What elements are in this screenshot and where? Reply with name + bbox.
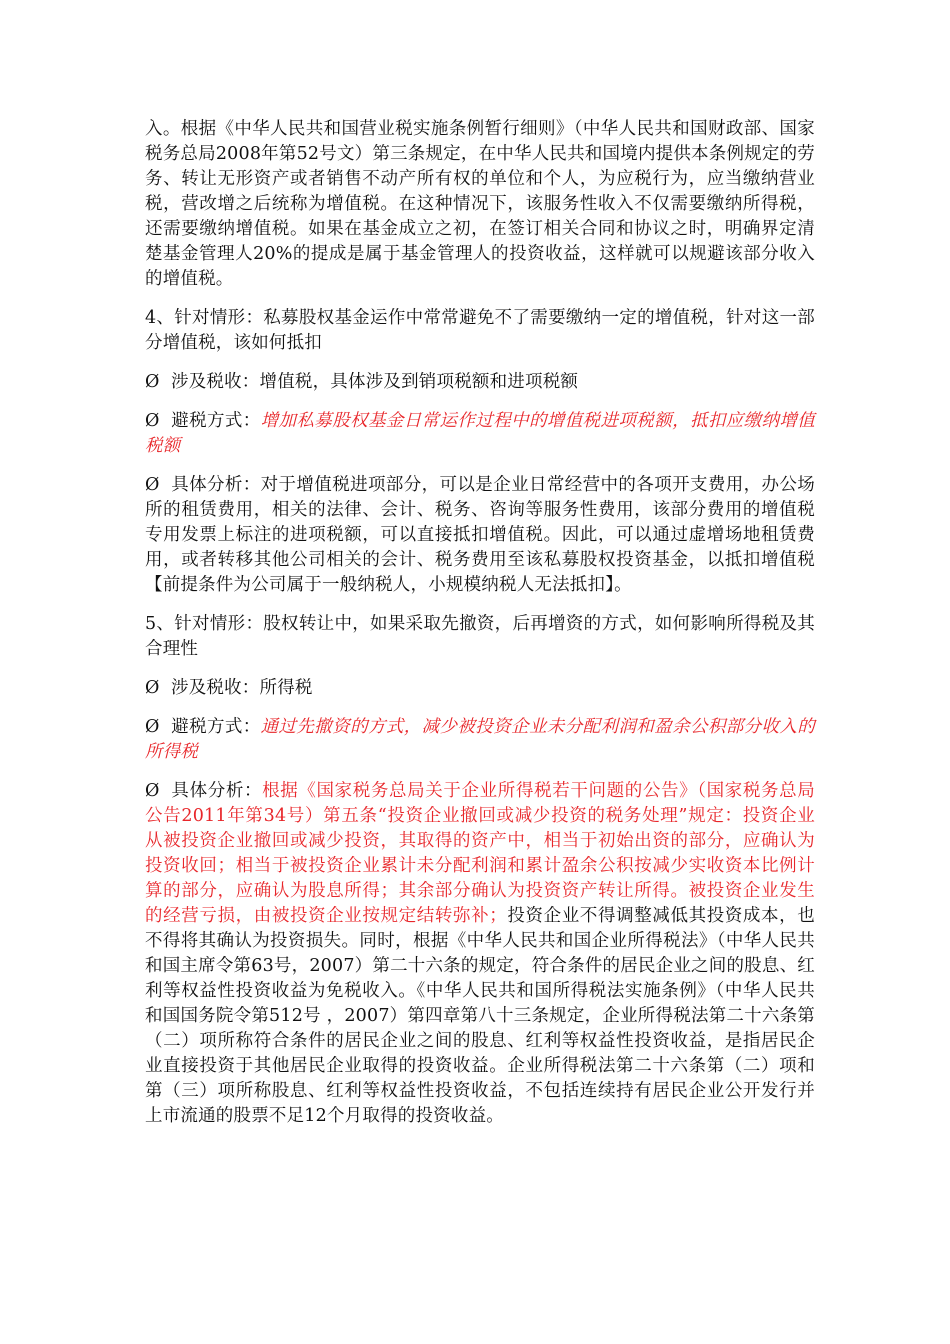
bullet-marker: Ø: [145, 717, 160, 737]
analysis-label: 具体分析：: [171, 781, 263, 801]
analysis-label: 具体分析：: [171, 475, 261, 495]
bullet-marker: Ø: [145, 411, 160, 431]
section-5-tax-item: [145, 676, 815, 701]
section-4-tax-item: [145, 370, 815, 395]
document-page: [145, 117, 815, 1143]
bullet-marker: Ø: [145, 678, 160, 698]
bullet-marker: Ø: [145, 372, 160, 392]
analysis-value: 对于增值税进项部分，可以是企业日常经营中的各项开支费用，办公场所的租赁费用，相关的法律、会计、税务、咨询等服务性费用，该部分费用的增值税专用发票上标注的进项税额，可以直接抵扣增值税。因此，可以通过虚增场地租赁费用，或者转移其他公司相关的会计、税务费用至该私募股权投资基金，以抵扣增值税【前提条件为公司属于一般纳税人，小规模纳税人无法抵扣】。: [145, 475, 816, 595]
method-value: 增加私募股权基金日常运作过程中的增值税进项税额，抵扣应缴纳增值税额: [145, 411, 816, 456]
tax-label: 涉及税收：: [171, 372, 260, 392]
section-4-analysis-item: [145, 473, 815, 598]
tax-value: 所得税: [259, 678, 313, 698]
section-5-method-item: [145, 715, 815, 765]
analysis-black-text: 投资企业不得调整减低其投资成本，也不得将其确认为投资损失。同时，根据《中华人民共和国企业所得税法》（中华人民共和国主席令第63号，2007）第二十六条的规定，符合条件的居民企业之间的股息、红利等权益性投资收益为免税收入。《中华人民共和国所得税法实施条例》（中华人民共和国国务院令第512号 ，2007）第四章第八十三条规定，企业所得税法第二十六条第（二）项所称符合条件的居民企业之间的股息、红利等权益性投资收益，是指居民企业直接投资于其他居民企业取得的投资收益。企业所得税法第二十六条第（二）项和第（三）项所称股息、红利等权益性投资收益，不包括连续持有居民企业公开发行并上市流通的股票不足12个月取得的投资收益。: [145, 906, 815, 1126]
paragraph-intro: 入。根据《中华人民共和国营业税实施条例暂行细则》（中华人民共和国财政部、国家税务总局2008年第52号文）第三条规定，在中华人民共和国境内提供本条例规定的劳务、转让无形资产或者销售不动产所有权的单位和个人，为应税行为，应当缴纳营业税，营改增之后统称为增值税。在这种情况下，该服务性收入不仅需要缴纳所得税，还需要缴纳增值税。如果在基金成立之初，在签订相关合同和协议之时，明确界定清楚基金管理人20%的提成是属于基金管理人的投资收益，这样就可以规避该部分收入的增值税。: [145, 119, 815, 289]
method-label: 避税方式：: [171, 411, 261, 431]
analysis-red-text: 根据《国家税务总局关于企业所得税若干问题的公告》（国家税务总局公告2011年第34号）第五条“投资企业撤回或减少投资的税务处理”规定：投资企业从被投资企业撤回或减少投资，其取得的资产中，相当于初始出资的部分，应确认为投资收回；相当于被投资企业累计未分配利润和累计盈余公积按减少实收资本比例计算的部分，应确认为股息所得；其余部分确认为投资资产转让所得。被投资企业发生的经营亏损，由被投资企业按规定结转弥补；: [145, 781, 815, 926]
tax-value: 增值税，具体涉及到销项税额和进项税额: [259, 372, 579, 392]
method-value: 通过先撤资的方式，减少被投资企业未分配利润和盈余公积部分收入的所得税: [145, 717, 816, 762]
bullet-marker: Ø: [145, 475, 160, 495]
section-4-heading: 4、针对情形：私募股权基金运作中常常避免不了需要缴纳一定的增值税，针对这一部分增值税，该如何抵扣: [145, 308, 815, 353]
section-4-method-item: [145, 409, 815, 459]
section-5-heading: 5、针对情形：股权转让中，如果采取先撤资，后再增资的方式，如何影响所得税及其合理性: [145, 614, 815, 659]
section-5-analysis-item: [145, 779, 815, 1129]
bullet-marker: Ø: [145, 781, 160, 801]
method-label: 避税方式：: [171, 717, 261, 737]
tax-label: 涉及税收：: [171, 678, 260, 698]
